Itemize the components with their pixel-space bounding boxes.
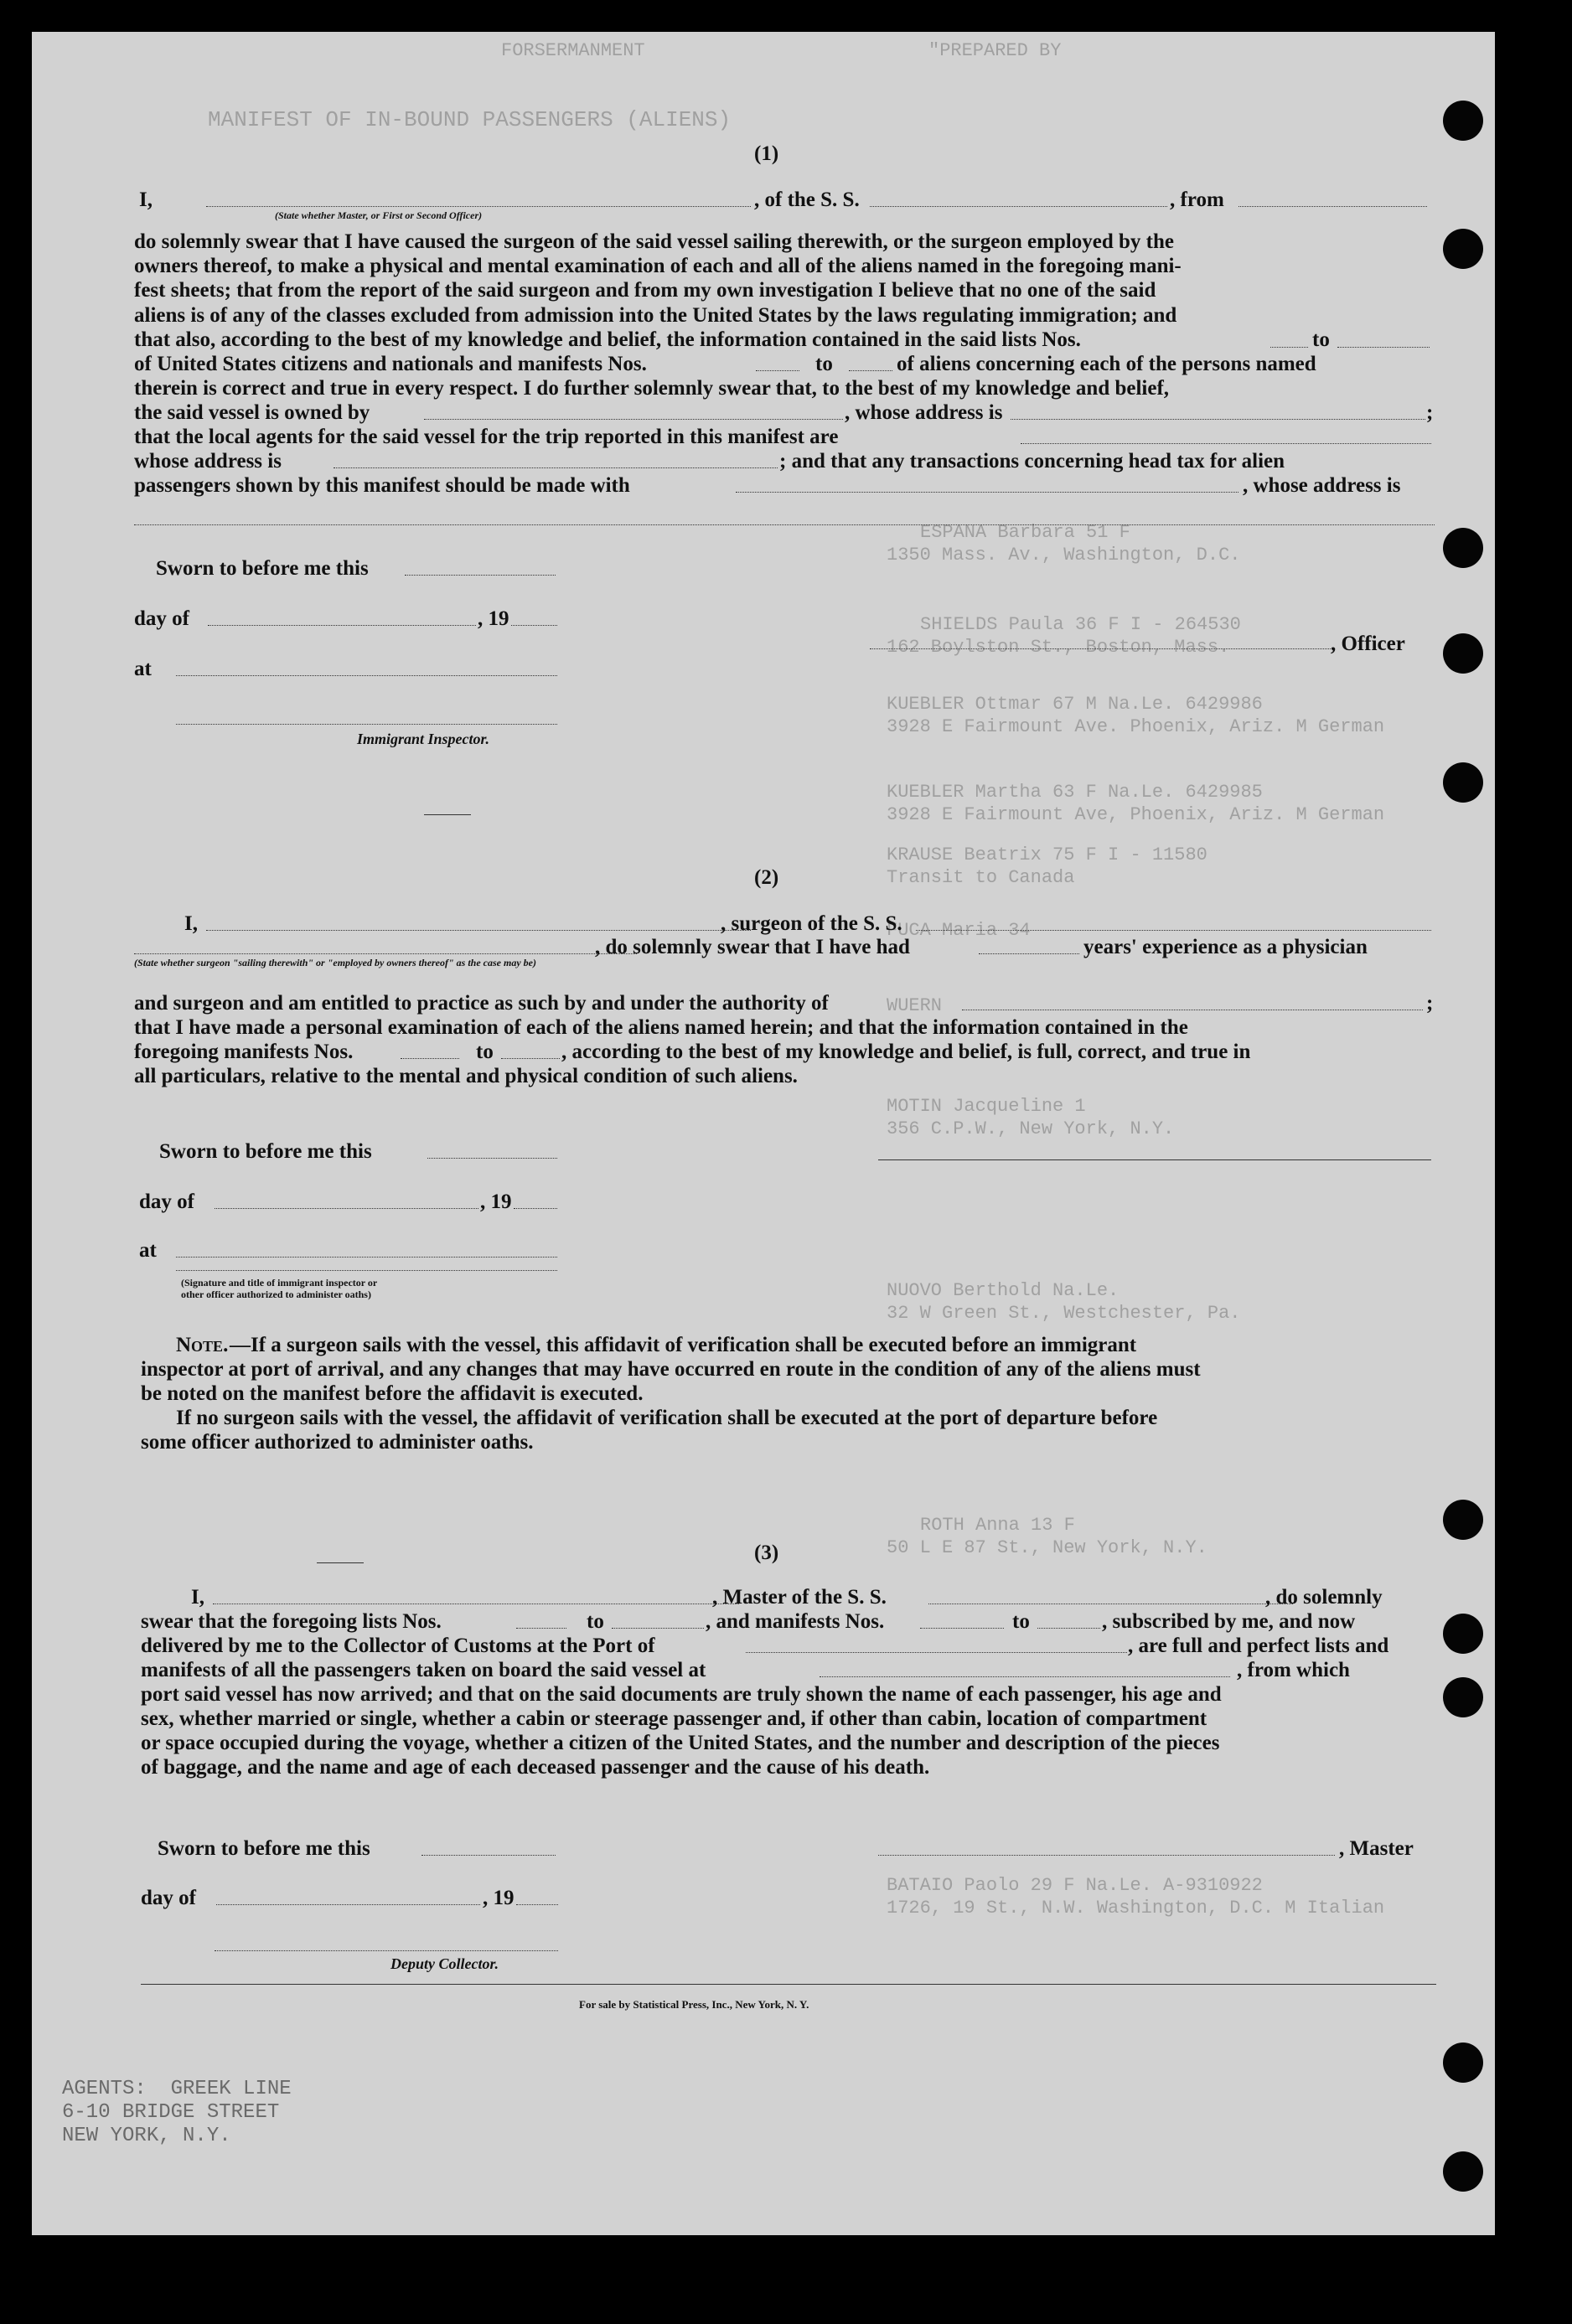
punch-hole	[1443, 762, 1483, 803]
s3-master-signature-field[interactable]	[878, 1855, 1335, 1856]
s1-line: do solemnly swear that I have caused the surgeon of the said vessel sailing therewith, or the surgeon employed by the	[134, 230, 1174, 253]
s2-do-solemnly: , do solemnly swear that I have had	[595, 936, 910, 958]
ghost-line: Transit to Canada	[887, 867, 1075, 888]
stamp-line: 6-10 BRIDGE STREET	[62, 2101, 280, 2124]
s1-local-agents: that the local agents for the said vessel for the trip reported in this manifest are	[134, 426, 839, 448]
s1-line: fest sheets; that from the report of the said surgeon and from my own investigation I believe that no one of the said	[134, 279, 1156, 302]
s1-whose-address-end: , whose address is	[1243, 474, 1401, 497]
s1-line: owners thereof, to make a physical and mental examination of each and all of the aliens named in the foregoing mani-	[134, 255, 1182, 278]
s1-passengers-line: passengers shown by this manifest should be made with	[134, 474, 630, 497]
s2-surgeon-name-field[interactable]	[206, 930, 751, 931]
s2-vessel-field[interactable]	[916, 930, 1431, 931]
s3-line: or space occupied during the voyage, whether a citizen of the United States, and the number and description of the pieces	[141, 1732, 1220, 1755]
s1-lists-to-field[interactable]	[1337, 347, 1430, 348]
s2-line5a: foregoing manifests Nos.	[134, 1041, 354, 1063]
s3-manifests-from-field[interactable]	[920, 1628, 1004, 1629]
s1-officer-hint: (State whether Master, or First or Second Officer)	[275, 209, 483, 221]
s3-collector: Deputy Collector.	[390, 1955, 499, 1972]
note-p1-first: —If a surgeon sails with the vessel, this affidavit of verification shall be executed before an immigrant	[230, 1334, 1137, 1356]
s1-vessel-field[interactable]	[870, 206, 1167, 207]
s3-do-solemnly: , do solemnly	[1265, 1586, 1383, 1609]
ghost-line: MOTIN Jacqueline 1	[887, 1096, 1086, 1117]
s2-divider	[317, 1562, 364, 1563]
s3-line2e: , subscribed by me, and now	[1102, 1610, 1356, 1633]
s1-divider	[424, 814, 471, 815]
s3-day-field[interactable]	[216, 1904, 480, 1905]
s3-line2c: , and manifests Nos.	[706, 1610, 885, 1633]
s1-i: I,	[139, 189, 153, 211]
s1-year-field[interactable]	[511, 625, 557, 626]
punch-hole	[1443, 2043, 1483, 2083]
s2-nineteen: , 19	[480, 1190, 512, 1213]
punch-hole	[1443, 2151, 1483, 2192]
punch-hole	[1443, 101, 1483, 141]
ghost-line: 50 L E 87 St., New York, N.Y.	[887, 1537, 1207, 1558]
s3-master: , Master	[1339, 1837, 1414, 1860]
s3-line: sex, whether married or single, whether a cabin or steerage passenger and, if other than cabin, location of compartment	[141, 1707, 1207, 1731]
s3-i: I,	[191, 1586, 204, 1609]
stamp-line: AGENTS: GREEK LINE	[62, 2078, 292, 2100]
ghost-line: KRAUSE Beatrix 75 F I - 11580	[887, 844, 1207, 865]
punch-hole	[1443, 528, 1483, 568]
s3-boarding-port-field[interactable]	[820, 1676, 1230, 1677]
faint-prepared-by: "PREPARED BY	[928, 40, 1062, 61]
s2-line4: that I have made a personal examination of each of the aliens named herein; and that the information contained in the	[134, 1016, 1188, 1039]
s3-lists-to-field[interactable]	[612, 1628, 704, 1629]
s3-port-field[interactable]	[746, 1652, 1127, 1653]
note-p1-second: inspector at port of arrival, and any changes that may have occurred en route in the condition of any of the aliens must	[141, 1358, 1201, 1381]
s1-head-tax: ; and that any transactions concerning head tax for alien	[779, 450, 1285, 473]
s1-manifests-from-field[interactable]	[756, 370, 799, 371]
s3-line3a: delivered by me to the Collector of Customs at the Port of	[141, 1635, 655, 1657]
s2-years: years' experience as a physician	[1083, 936, 1368, 958]
s3-line2b: to	[587, 1610, 604, 1633]
stamp-line: NEW YORK, N.Y.	[62, 2125, 231, 2147]
s2-surgeon-of: , surgeon of the S. S.	[721, 912, 902, 935]
s2-line6: all particulars, relative to the mental and physical condition of such aliens.	[134, 1065, 798, 1087]
s3-line: port said vessel has now arrived; and that on the said documents are truly shown the name of each passenger, his age and	[141, 1683, 1222, 1706]
s1-head-tax-party-field[interactable]	[736, 492, 1238, 493]
s1-at-field[interactable]	[176, 675, 557, 676]
faint-form-title: FORSERMANMENT	[501, 40, 645, 61]
agents-stamp	[62, 2078, 292, 2148]
s2-manifests-to-field[interactable]	[501, 1058, 560, 1059]
s3-master-of: , Master of the S. S.	[712, 1586, 887, 1609]
s1-line-correct: therein is correct and true in every respect. I do further solemnly swear that, to the best of my knowledge and belief,	[134, 377, 1170, 400]
s1-manifests-to-field[interactable]	[849, 370, 892, 371]
s1-agents-address-field[interactable]	[334, 467, 778, 468]
s2-sig-hint-2: other officer authorized to administer oaths)	[181, 1289, 371, 1300]
s1-officer: , Officer	[1331, 633, 1405, 655]
s3-body	[141, 1682, 1436, 1756]
punch-hole	[1443, 1677, 1483, 1717]
ghost-line: WUERN	[887, 995, 943, 1016]
s1-from: , from	[1170, 189, 1224, 211]
s1-nineteen: , 19	[478, 607, 509, 630]
ghost-line: BATAIO Paolo 29 F Na.Le. A-9310922	[887, 1875, 1263, 1896]
s2-manifests-from-field[interactable]	[401, 1058, 459, 1059]
s2-inspector-signature-field[interactable]	[176, 1270, 557, 1271]
s1-of-ss: , of the S. S.	[754, 189, 860, 211]
s3-line4a: manifests of all the passengers taken on board the said vessel at	[141, 1659, 706, 1681]
s2-surgeon-hint: (State whether surgeon "sailing therewith" or "employed by owners thereof" as the case may be)	[134, 957, 536, 968]
ghost-line: SHIELDS Paula 36 F I - 264530	[920, 614, 1241, 635]
s2-day-field[interactable]	[215, 1208, 478, 1209]
s3-year-field[interactable]	[516, 1904, 558, 1905]
s2-years-field[interactable]	[979, 953, 1079, 954]
ghost-line: 1726, 19 St., N.W. Washington, D.C. M Italian	[887, 1898, 1385, 1919]
s3-line2a: swear that the foregoing lists Nos.	[141, 1610, 442, 1633]
s2-line5b: to	[476, 1041, 494, 1063]
s1-owner-address-field[interactable]	[1011, 419, 1425, 420]
ghost-line: 3928 E Fairmount Ave, Phoenix, Ariz. M German	[887, 804, 1385, 825]
s3-sworn: Sworn to before me this	[158, 1837, 370, 1860]
s2-sworn-field[interactable]	[427, 1158, 557, 1159]
s1-day-of: day of	[134, 607, 189, 630]
ghost-line: 162 Boylston St., Boston, Mass.	[887, 637, 1230, 658]
ghost-line: 1350 Mass. Av., Washington, D.C.	[887, 545, 1241, 566]
ghost-line: ROTH Anna 13 F	[920, 1515, 1075, 1536]
s1-day-field[interactable]	[208, 625, 476, 626]
s3-last-line: of baggage, and the name and age of each deceased passenger and the cause of his death.	[141, 1756, 930, 1779]
s2-surgeon-signature-field[interactable]	[878, 1159, 1431, 1160]
s1-lists-from-field[interactable]	[1270, 347, 1308, 348]
ghost-line: KUEBLER Ottmar 67 M Na.Le. 6429986	[887, 694, 1263, 715]
s1-inspector: Immigrant Inspector.	[357, 731, 490, 747]
s1-from-field[interactable]	[1238, 206, 1427, 207]
s1-owned-by: the said vessel is owned by	[134, 401, 370, 424]
s3-lists-from-field[interactable]	[516, 1628, 566, 1629]
ghost-line: ESPANA Barbara 51 F	[920, 522, 1130, 543]
ghost-line: 3928 E Fairmount Ave. Phoenix, Ariz. M German	[887, 716, 1385, 737]
s1-to-2: to	[815, 353, 833, 375]
ghost-line: KUEBLER Martha 63 F Na.Le. 6429985	[887, 782, 1263, 803]
punch-hole	[1443, 633, 1483, 674]
s1-whose-address-label: whose address is	[134, 450, 282, 473]
s1-to: to	[1312, 328, 1330, 351]
note-label: Note.	[176, 1334, 229, 1356]
s1-whose-address: , whose address is	[845, 401, 1003, 424]
s1-line-lists: that also, according to the best of my knowledge and belief, the information contained in the said lists Nos.	[134, 328, 1081, 351]
bottom-rule	[141, 1984, 1436, 1985]
ghost-line: FUCA Maria 34	[887, 920, 1031, 941]
ghost-line: NUOVO Berthold Na.Le.	[887, 1280, 1120, 1301]
s3-day-of: day of	[141, 1887, 196, 1909]
s2-at: at	[139, 1239, 157, 1262]
s1-address-line-field[interactable]	[134, 524, 1435, 525]
note-p1-third: be noted on the manifest before the affidavit is executed.	[141, 1382, 644, 1405]
s1-semicolon: ;	[1426, 401, 1434, 424]
s1-line-manifests: of United States citizens and nationals and manifests Nos.	[134, 353, 647, 375]
s2-line5c: , according to the best of my knowledge and belief, is full, correct, and true in	[561, 1041, 1251, 1063]
s3-line2d: to	[1012, 1610, 1030, 1633]
section-3-number: (3)	[754, 1542, 779, 1564]
s2-year-field[interactable]	[514, 1208, 557, 1209]
s2-i: I,	[184, 912, 198, 935]
note-p2-first: If no surgeon sails with the vessel, the affidavit of verification shall be executed at the port of departure before	[176, 1407, 1158, 1429]
s2-at-field[interactable]	[176, 1257, 557, 1258]
s3-sworn-field[interactable]	[421, 1855, 556, 1856]
ghost-line: 356 C.P.W., New York, N.Y.	[887, 1118, 1175, 1139]
s2-line3: and surgeon and am entitled to practice as such by and under the authority of	[134, 992, 829, 1015]
s1-line: aliens is of any of the classes excluded from admission into the United States by the laws regulating immigration; and	[134, 303, 1177, 327]
s3-collector-signature-field[interactable]	[215, 1950, 558, 1951]
s3-nineteen: , 19	[483, 1887, 515, 1909]
faint-manifest-title: MANIFEST OF IN-BOUND PASSENGERS (ALIENS)	[208, 107, 732, 132]
punch-hole	[1443, 1500, 1483, 1540]
s2-sworn: Sworn to before me this	[159, 1140, 372, 1163]
note-p2-second: some officer authorized to administer oaths.	[141, 1431, 534, 1454]
footer-printer: For sale by Statistical Press, Inc., New York, N. Y.	[579, 1998, 809, 2011]
ghost-line: 32 W Green St., Westchester, Pa.	[887, 1303, 1241, 1324]
s1-owner-field[interactable]	[424, 419, 843, 420]
s1-body	[134, 230, 1435, 328]
s2-semicolon: ;	[1426, 992, 1434, 1015]
s3-line3b: , are full and perfect lists and	[1128, 1635, 1389, 1657]
s2-sig-hint-1: (Signature and title of immigrant inspector or	[181, 1277, 378, 1289]
s1-agents-field[interactable]	[1021, 443, 1431, 444]
s3-manifests-to-field[interactable]	[1037, 1628, 1100, 1629]
manifest-page	[32, 32, 1495, 2235]
s1-sworn-field[interactable]	[405, 575, 556, 576]
s1-officer-name-field[interactable]	[206, 206, 751, 207]
s1-to-aliens: of aliens concerning each of the persons named	[897, 353, 1316, 375]
s1-officer-signature-field[interactable]	[870, 648, 1331, 649]
punch-hole	[1443, 1614, 1483, 1654]
s1-inspector-signature-field[interactable]	[176, 724, 557, 725]
s1-at: at	[134, 658, 152, 680]
s3-line4b: , from which	[1237, 1659, 1350, 1681]
s2-surgeon-type-field[interactable]	[134, 953, 637, 954]
section-1-number: (1)	[754, 142, 779, 165]
section-2-number: (2)	[754, 866, 779, 889]
punch-hole	[1443, 229, 1483, 269]
s1-sworn: Sworn to before me this	[156, 557, 369, 580]
s2-day-of: day of	[139, 1190, 194, 1213]
